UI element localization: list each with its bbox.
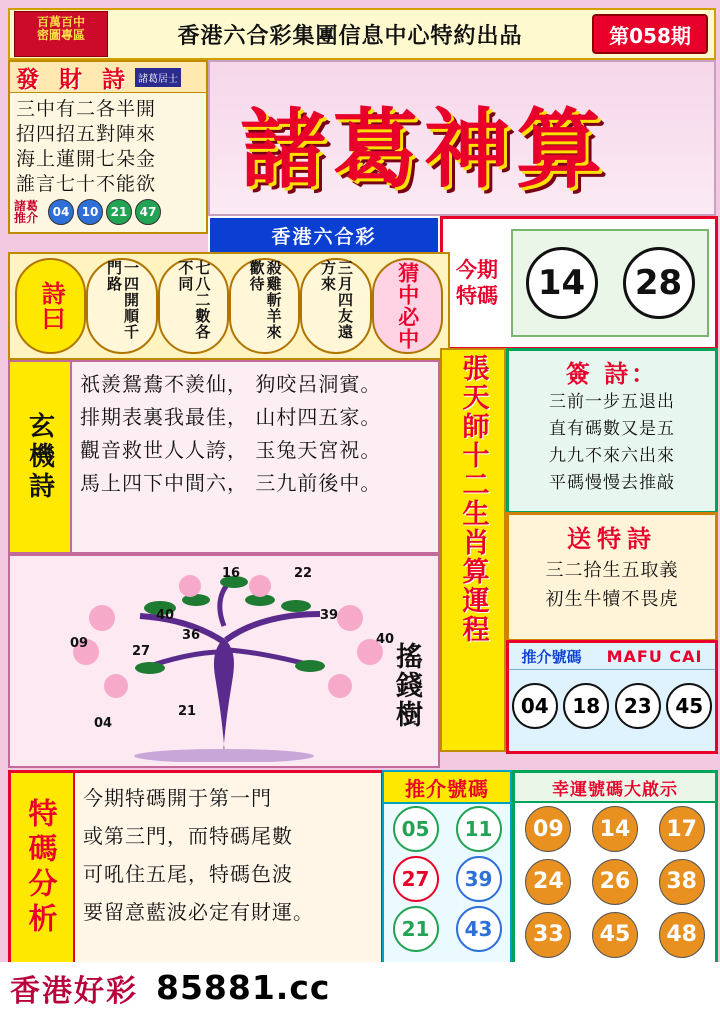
verse-pill [372, 258, 443, 354]
analysis-line: 或第三門，而特碼尾數 [83, 824, 293, 848]
oracle-verse-title: 簽 詩： [565, 360, 659, 388]
mystic-poem-line: 祇羨鴛鴦不羨仙， 狗咬呂洞賓。 [80, 372, 382, 396]
pick-number-ball: 27 [393, 856, 439, 902]
pick-number-ball: 43 [456, 906, 502, 952]
tree-number: 22 [294, 566, 313, 581]
recommended-brand: MAFU CAI [606, 646, 703, 666]
verse-pill-text: 詩曰 [37, 281, 66, 331]
masthead-title: 諸葛神算 [240, 100, 608, 200]
mystic-poem-line: 觀音救世人人誇， 玉兔天宮祝。 [80, 438, 382, 462]
verse-pill-text: 三月四友遠方來 [318, 260, 354, 340]
poem-line: 誰言七十不能欲 [16, 173, 157, 195]
pick-number-ball: 21 [393, 906, 439, 952]
pick-numbers-title: 推介號碼 [405, 776, 489, 801]
analysis-line: 今期特碼開于第一門 [83, 786, 272, 810]
lucky-ball: 09 [525, 806, 571, 852]
fortune-poem-header [10, 62, 206, 93]
lucky-numbers-title: 幸運號碼大啟示 [552, 779, 678, 800]
tree-number: 39 [320, 608, 339, 623]
fortune-poem-author: 諸葛居士 [135, 68, 181, 87]
analysis-line: 要留意藍波必定有財運。 [83, 900, 314, 924]
recommended-ball: 04 [512, 683, 558, 729]
verse-pill-text: 七八二數各不同 [176, 260, 212, 340]
pick-number-ball: 11 [456, 806, 502, 852]
verse-pill [86, 258, 157, 354]
pick-number-ball: 05 [393, 806, 439, 852]
tree-number: 21 [178, 704, 197, 719]
footer-url: 85881.cc [156, 968, 331, 1007]
masthead-art [208, 60, 716, 216]
analysis-line: 可吼住五尾，特碼色波 [83, 862, 293, 886]
pick-number-ball: 39 [456, 856, 502, 902]
zodiac-fortune-text: 張天師十二生肖算運程 [457, 354, 489, 644]
footer-site-name: 香港好彩 [10, 973, 138, 1009]
bonus-verse-line: 初生牛犢不畏虎 [545, 589, 679, 610]
header-bar [8, 8, 716, 60]
oracle-verse-panel [506, 348, 718, 514]
analysis-label-box [11, 773, 75, 963]
pick-numbers-row [384, 904, 510, 954]
mystic-poem-label-box [10, 362, 72, 552]
poem-line: 招四招五對陣來 [16, 123, 157, 145]
tree-number: 36 [182, 628, 201, 643]
special-code-analysis-panel [8, 770, 384, 966]
brand-logo [14, 11, 108, 57]
bonus-verse-line: 三二拾生五取義 [545, 560, 679, 581]
fortune-poem-box [8, 60, 208, 234]
verse-pill [15, 258, 86, 354]
mystic-poem-body [72, 362, 438, 552]
pick-ball: 21 [106, 199, 132, 225]
recommended-ball: 23 [615, 683, 661, 729]
pick-ball: 10 [77, 199, 103, 225]
recommended-numbers-label: 推介號碼 [521, 647, 582, 666]
special-code-balls [511, 229, 709, 337]
recommended-ball: 18 [563, 683, 609, 729]
pick-ball: 04 [48, 199, 74, 225]
lucky-ball: 38 [659, 859, 705, 905]
verse-pill [300, 258, 371, 354]
money-tree-illustration [8, 554, 440, 768]
lucky-numbers-header [515, 773, 715, 803]
lucky-numbers-grid [515, 803, 715, 961]
tree-number: 16 [222, 566, 241, 581]
lucky-numbers-panel [512, 770, 718, 966]
fortune-poem-picks [10, 199, 206, 225]
recommended-numbers-panel [506, 640, 718, 754]
lucky-ball: 17 [659, 806, 705, 852]
special-ball: 14 [526, 247, 598, 319]
verse-pill-text: 殺雞斬羊來歡待 [247, 260, 283, 340]
logo-line-2: 密圖專區 [36, 28, 85, 42]
tree-number: 27 [132, 644, 151, 659]
special-ball: 28 [623, 247, 695, 319]
zodiac-fortune-banner [440, 348, 506, 752]
tree-caption: 搖錢樹 [391, 642, 422, 729]
oracle-verse-line: 直有碼數又是五 [549, 419, 675, 439]
lucky-ball: 45 [592, 912, 638, 958]
lucky-ball: 14 [592, 806, 638, 852]
oracle-verse-line: 九九不來六出來 [549, 446, 675, 466]
pick-ball: 47 [135, 199, 161, 225]
verse-pill [158, 258, 229, 354]
verse-pill-text: 猜中必中 [395, 262, 420, 350]
pick-numbers-row [384, 854, 510, 904]
poem-line: 三中有二各半開 [16, 98, 157, 120]
lottery-name: 香港六合彩 [271, 225, 377, 248]
special-code-panel [440, 216, 718, 350]
bonus-verse-panel [506, 512, 718, 642]
bonus-verse-title: 送特詩 [567, 525, 657, 553]
pick-numbers-row [384, 804, 510, 854]
analysis-body [75, 773, 381, 963]
lucky-ball: 26 [592, 859, 638, 905]
tree-number: 40 [156, 608, 175, 623]
lottery-name-bar [208, 216, 440, 254]
issue-badge: 第058期 [592, 14, 708, 54]
mystic-poem-line: 馬上四下中間六， 三九前後中。 [80, 471, 382, 495]
tree-graphic [10, 556, 438, 762]
verse-pill-row [8, 252, 450, 360]
mystic-poem-panel [8, 360, 440, 554]
verse-pill [229, 258, 300, 354]
lucky-ball: 33 [525, 912, 571, 958]
fortune-poem-title: 發 財 詩 [16, 66, 132, 93]
recommended-ball: 45 [666, 683, 712, 729]
analysis-label: 特碼分析 [24, 798, 59, 938]
picks-label: 諸葛推介 [14, 199, 39, 225]
page-title: 香港六合彩集團信息中心特約出品 [177, 23, 523, 49]
tree-number: 04 [94, 716, 113, 731]
mystic-poem-line: 排期表裏我最佳， 山村四五家。 [80, 405, 382, 429]
tree-number: 09 [70, 636, 89, 651]
recommended-numbers-header [509, 643, 715, 670]
recommended-numbers-balls [509, 670, 715, 742]
lucky-ball: 48 [659, 912, 705, 958]
special-code-label: 今期特碼 [456, 258, 498, 308]
fortune-poem-lines [10, 93, 206, 197]
oracle-verse-line: 三前一步五退出 [549, 392, 675, 412]
tree-number: 40 [376, 632, 395, 647]
poem-line: 海上蓮開七朵金 [16, 148, 157, 170]
oracle-verse-line: 平碼慢慢去推敲 [549, 473, 675, 493]
mystic-poem-label: 玄機詩 [24, 412, 55, 502]
footer-bar [0, 962, 720, 1013]
logo-line-1: 百萬百中 [36, 15, 85, 29]
pick-numbers-header [384, 772, 510, 804]
pick-numbers-panel [382, 770, 512, 964]
verse-pill-text: 一四開順千門路 [104, 260, 140, 340]
lucky-ball: 24 [525, 859, 571, 905]
